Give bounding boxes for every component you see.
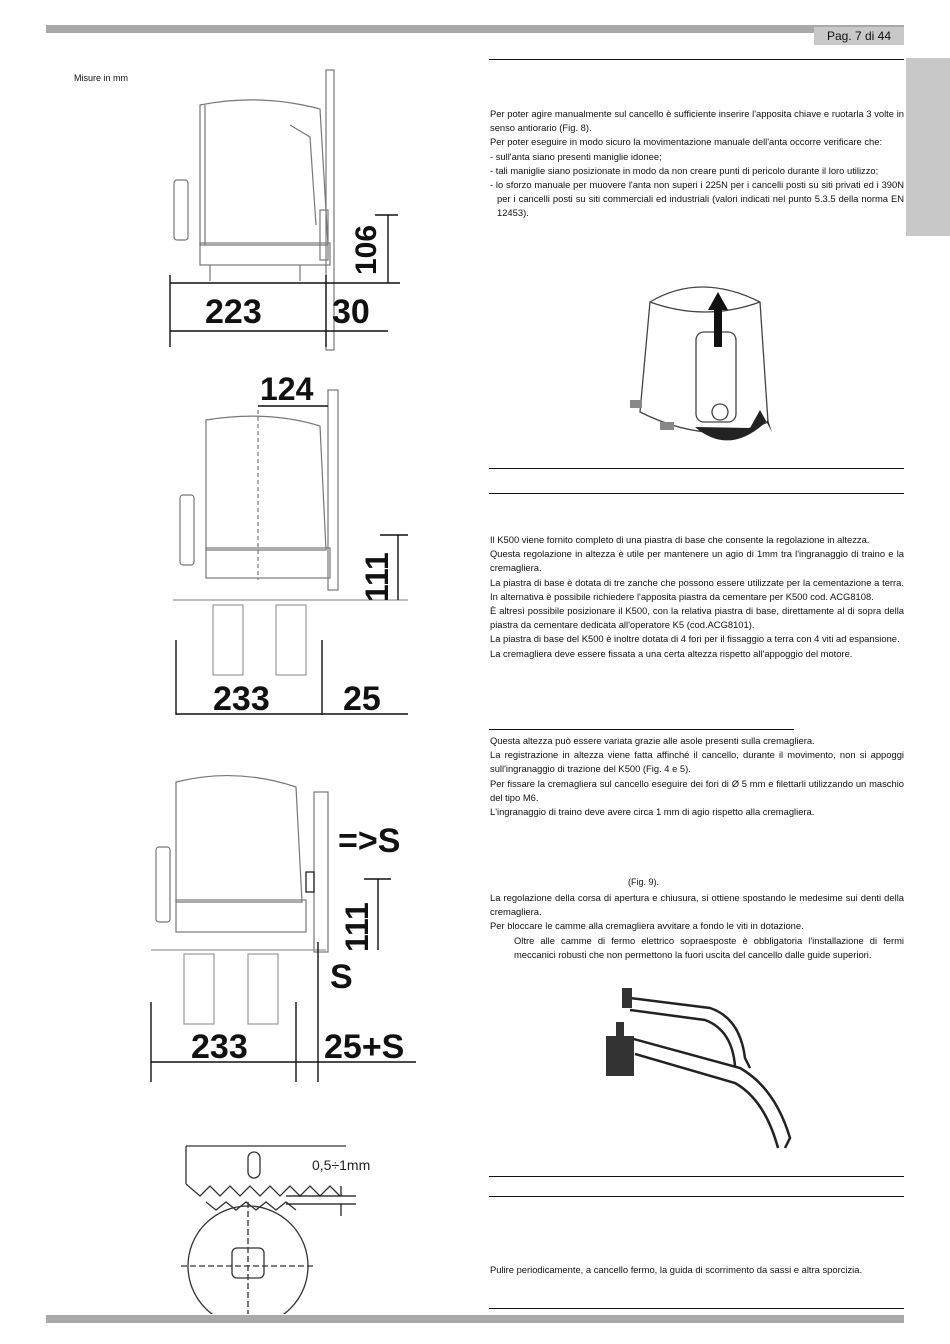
- section-rule: [489, 1308, 904, 1309]
- dim-s: S: [330, 958, 353, 996]
- install-p2: Questa regolazione in altezza è utile per mantenere un agio di 1mm tra l'ingranaggio di traino e la cremagliera.: [490, 548, 904, 574]
- manual-p1: Per poter agire manualmente sul cancello è sufficiente inserire l'apposita chiave e ruotarla 3 volte in senso antiorario (Fig. 8).: [490, 108, 904, 134]
- manual-p2: Per poter eseguire in modo sicuro la movimentazione manuale dell'anta occorre verificare che:: [490, 136, 883, 148]
- section-rule: [489, 1196, 904, 1197]
- rack-p3: Per fissare la cremagliera sul cancello eseguire dei fori di Ø 5 mm e filettarli utilizzando un maschio del tipo M6.: [490, 777, 904, 803]
- manual-b1: - sull'anta siano presenti maniglie idonee;: [490, 150, 662, 162]
- section-tab: [906, 58, 950, 236]
- section-rule: [489, 1176, 904, 1177]
- cams-fig-ref: (Fig. 9).: [628, 877, 660, 887]
- manual-release-text: [490, 107, 904, 221]
- dim-height-111: 111: [359, 552, 395, 602]
- dim-height-106: 106: [350, 224, 383, 275]
- maintenance-text: [490, 1263, 904, 1277]
- cams-p2: Per bloccare le camme alla cremagliera avvitare a fondo le viti in dotazione.: [490, 920, 804, 932]
- units-label: Misure in mm: [74, 73, 129, 83]
- section-rule: [489, 493, 904, 494]
- manual-b3: - lo sforzo manuale per muovere l'anta non superi i 225N per i cancelli posti su siti privati ed i 390N per i cancelli posti su siti commerciali ed industriali (valori indicati nel punto 5.3.5 della norma EN 12453).: [490, 179, 904, 219]
- cams-p3: Oltre alle camme di fermo elettrico sopraesposte è obbligatoria l'installazione di fermi meccanici robusti che non permettono la fuori uscita del cancello dalle guide superiori.: [514, 934, 904, 960]
- manual-b2: - tali maniglie siano posizionate in modo da non creare punti di pericolo durante il loro utilizzo;: [490, 164, 879, 176]
- dim-play: 0,5÷1mm: [312, 1157, 371, 1173]
- motor-dimension-figure-lower: [146, 742, 426, 1082]
- cams-figure: [600, 978, 810, 1163]
- motor-body-outline: [200, 100, 328, 245]
- install-p4: È altresì possibile posizionare il K500, con la relativa piastra di base, direttamente al di sopra della piastra da cementare dedicata all'operatore K5 (cod.ACG8101).: [490, 605, 904, 631]
- rack-p4: L'ingranaggio di traino deve avere circa 1 mm di agio rispetto alla cremagliera.: [490, 806, 815, 818]
- rack-p2: La registrazione in altezza viene fatta affinché il cancello, durante il movimento, non si appoggi sull'ingranaggio di trazione del K500 (Fig. 4 e 5).: [490, 749, 904, 775]
- dim-offset-124: 124: [260, 371, 314, 407]
- dim-gap-25: 25: [343, 680, 381, 718]
- header-bar: [46, 25, 904, 33]
- install-p5: La piastra di base del K500 è inoltre dotata di 4 fori per il fissaggio a terra con 4 viti ad espansione.: [490, 633, 900, 645]
- motor-dimension-figure-top: [150, 65, 410, 355]
- page-number: Pag. 7 di 44: [814, 27, 904, 45]
- dim-width-233: 233: [191, 1028, 248, 1066]
- install-p1: Il K500 viene fornito completo di una piastra di base che consente la regolazione in altezza.: [490, 534, 870, 545]
- manual-release-figure: [620, 272, 780, 462]
- gear-rack-figure: [176, 1136, 406, 1314]
- motor-dimension-figure-middle: [148, 370, 418, 740]
- dim-height-111: 111: [339, 902, 375, 952]
- dim-width-223: 223: [205, 293, 262, 331]
- install-p6: La cremagliera deve essere fissata a una certa altezza rispetto all'appoggio del motore.: [490, 647, 853, 659]
- rack-p1: Questa altezza può essere variata grazie alle asole presenti sulla cremagliera.: [490, 735, 815, 746]
- dim-width-233: 233: [213, 680, 270, 718]
- subsection-rule: [489, 729, 794, 730]
- dim-s-top: =>S: [338, 822, 401, 860]
- section-rule: [489, 59, 904, 60]
- install-p3: La piastra di base è dotata di tre zanche che possono essere utilizzate per la cementazione a terra. In alternativa è possibile richiedere l'apposita piastra da cementare per K500 cod. ACG8108.: [490, 576, 904, 602]
- section-rule: [489, 468, 904, 469]
- cams-p1: La regolazione della corsa di apertura e chiusura, si ottiene spostando le medesime sui denti della cremagliera.: [490, 892, 904, 918]
- maintenance-p1: Pulire periodicamente, a cancello fermo, la guida di scorrimento da sassi e altra sporcizia.: [490, 1264, 863, 1275]
- dim-gap-25s: 25+S: [324, 1028, 405, 1066]
- dim-gap-30: 30: [332, 293, 370, 331]
- footer-bar: [46, 1315, 904, 1323]
- installation-text: [490, 533, 904, 661]
- rack-text: [490, 734, 904, 819]
- cams-text: [490, 891, 904, 962]
